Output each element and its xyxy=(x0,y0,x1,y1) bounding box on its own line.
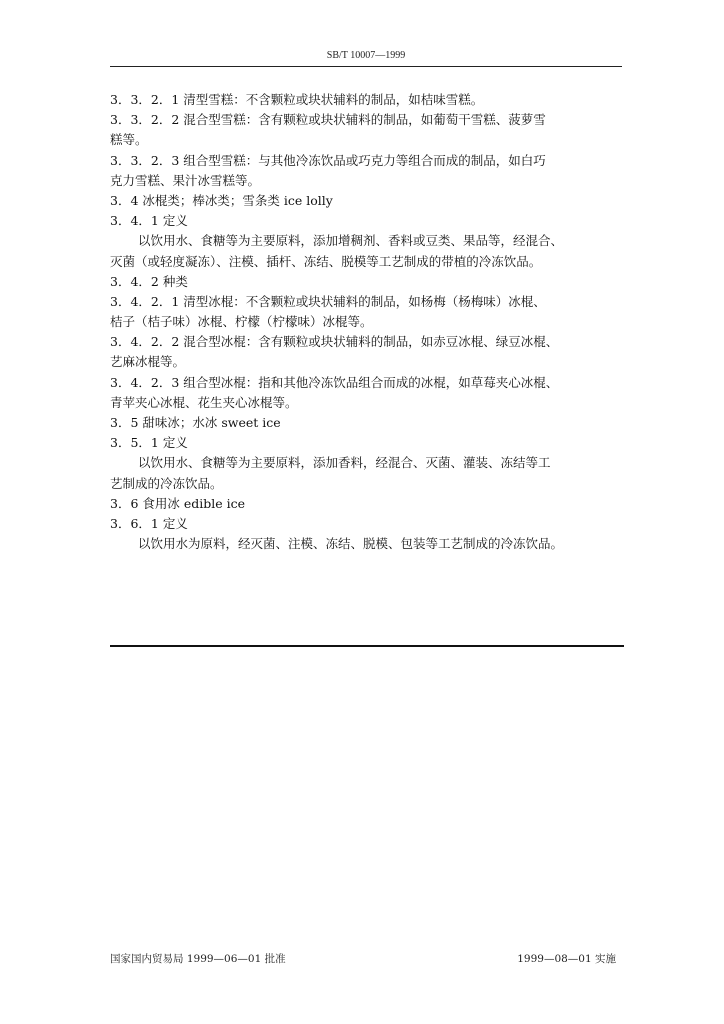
text-line: 3．6 食用冰 edible ice xyxy=(110,495,246,511)
text-line: 3．4．1 定义 xyxy=(110,213,188,229)
text-line: 3．3．2．2 混合型雪糕：含有颗粒或块状辅料的制品，如葡萄干雪糕、菠萝雪 xyxy=(110,112,546,128)
standard-code-header: SB/T 10007—1999 xyxy=(326,50,406,61)
text-line: 3．5 甜味冰；水冰 sweet ice xyxy=(110,415,281,430)
text-line: 桔子（桔子味）冰棍、柠檬（柠檬味）冰棍等。 xyxy=(110,314,373,330)
header-divider xyxy=(110,66,622,67)
implementation-date: 1999—08—01 实施 xyxy=(517,953,616,965)
text-line: 糕等。 xyxy=(110,132,148,148)
text-line: 3．4．2．2 混合型冰棍：含有颗粒或块状辅料的制品，如赤豆冰棍、绿豆冰棍、 xyxy=(110,334,559,350)
text-line: 灭菌（或轻度凝冻）、注模、插杆、冻结、脱模等工艺制成的带植的冷冻饮品。 xyxy=(110,253,542,269)
text-line: 克力雪糕、果汁冰雪糕等。 xyxy=(110,172,261,188)
text-line: 3．3．2．3 组合型雪糕：与其他冷冻饮品或巧克力等组合而成的制品，如白巧 xyxy=(110,152,546,168)
text-line: 3．4 冰棍类；棒冰类；雪条类 ice lolly xyxy=(110,192,333,208)
document-body xyxy=(110,90,624,554)
end-of-text-rule xyxy=(110,645,624,647)
text-line: 3．4．2．3 组合型冰棍：指和其他冷冻饮品组合而成的冰棍，如草莓夹心冰棍、 xyxy=(110,374,559,390)
text-line: 3．3．2．1 清型雪糕：不含颗粒或块状辅料的制品，如桔味雪糕。 xyxy=(110,92,484,107)
text-line: 3．4．2 种类 xyxy=(110,273,188,289)
text-line: 艺制成的冷冻饮品。 xyxy=(110,475,223,491)
text-line: 以饮用水、食糖等为主要原料，添加增稠剂、香料或豆类、果品等，经混合、 xyxy=(138,233,564,249)
text-line: 3．5．1 定义 xyxy=(110,435,188,451)
text-line: 以饮用水为原料，经灭菌、注模、冻结、脱模、包装等工艺制成的冷冻饮品。 xyxy=(138,536,564,552)
approval-date: 国家国内贸易局 1999—06—01 批准 xyxy=(110,953,286,965)
text-line: 3．6．1 定义 xyxy=(110,515,188,531)
text-line: 以饮用水、食糖等为主要原料，添加香料，经混合、灭菌、灌装、冻结等工 xyxy=(138,455,551,471)
text-line: 艺麻冰棍等。 xyxy=(110,354,186,370)
text-line: 青苹夹心冰棍、花生夹心冰棍等。 xyxy=(110,394,298,410)
text-line: 3．4．2．1 清型冰棍：不含颗粒或块状辅料的制品，如杨梅（杨梅味）冰棍、 xyxy=(110,293,546,309)
